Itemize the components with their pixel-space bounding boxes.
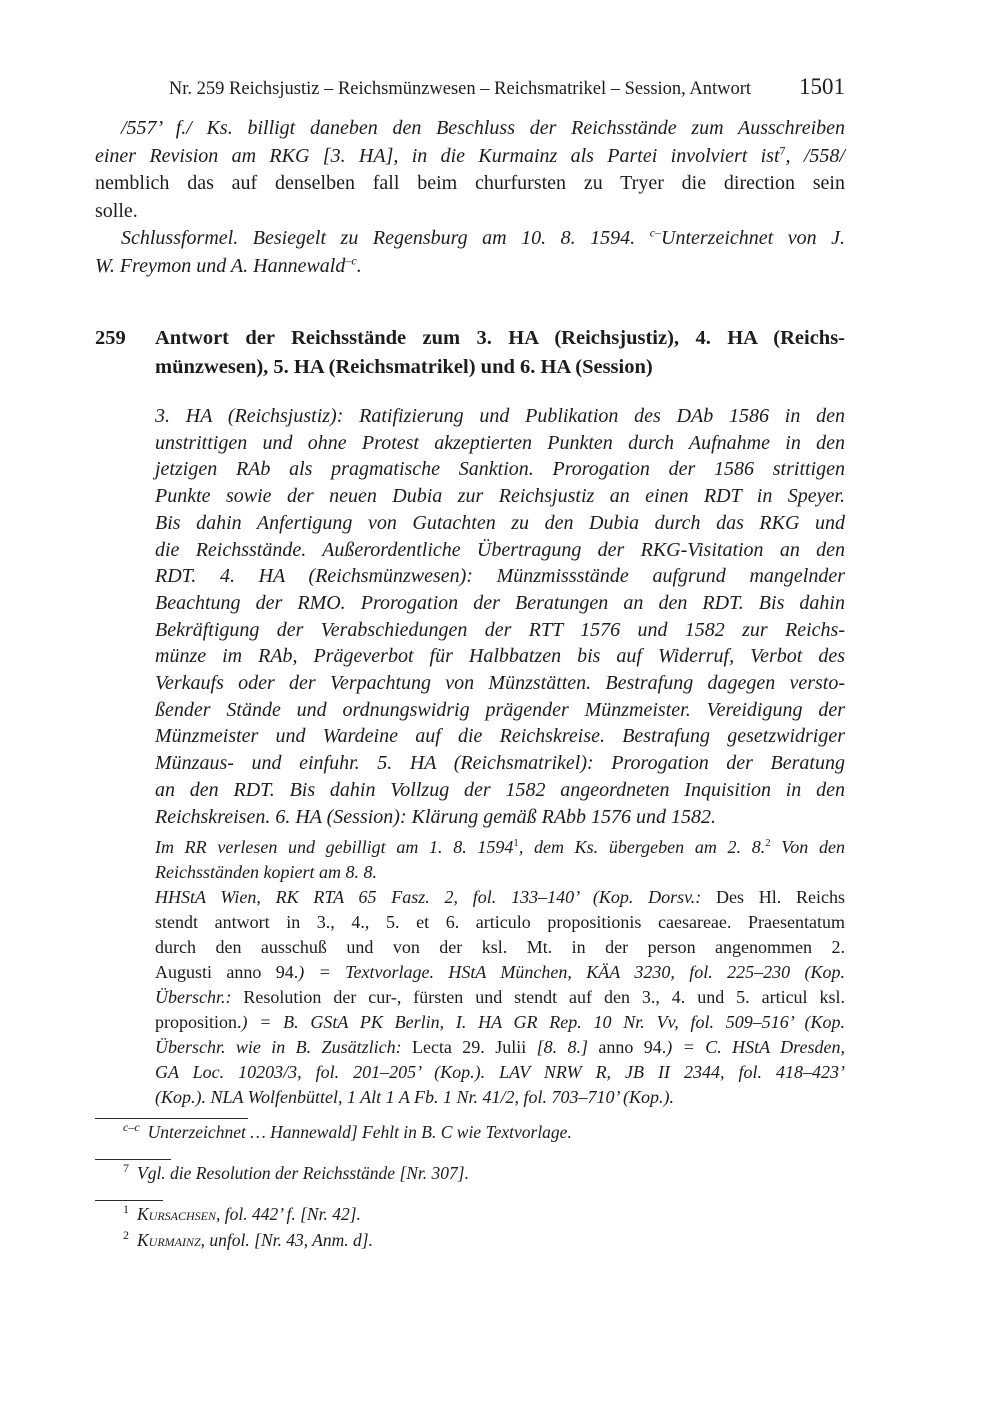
text-line <box>155 1060 845 1085</box>
text-segment: Verkaufs oder der Verpachtung von Münzstätten. Bestrafung dagegen versto- <box>155 672 845 695</box>
text-segment: c– <box>649 225 662 240</box>
text-segment: 3. HA (Reichsjustiz): Ratifizierung und Publikation des DAb 1586 in den <box>155 405 845 427</box>
text-line <box>155 590 845 617</box>
summary-block <box>155 403 845 830</box>
text-segment: Kursachsen <box>137 1204 217 1225</box>
text-segment: , /558/ <box>785 144 845 167</box>
text-line <box>95 253 845 281</box>
text-segment: , fol. 442’ f. [Nr. 42]. <box>216 1204 361 1225</box>
footnotes-area <box>95 1118 845 1253</box>
text-line <box>155 935 845 960</box>
text-line <box>155 985 845 1010</box>
text-segment: , unfol. [Nr. 43, Anm. d]. <box>200 1230 373 1251</box>
page-number: 1501 <box>799 74 845 99</box>
text-segment: Reichsständen kopiert am 8. 8. <box>155 862 377 883</box>
text-line <box>155 885 845 910</box>
text-segment: Des Hl. Reichs <box>716 887 845 908</box>
text-line <box>137 1204 361 1224</box>
paragraph-resolution <box>95 115 845 225</box>
footnote-marker: 7 <box>123 1161 129 1176</box>
footnote-text <box>137 1230 373 1250</box>
protocol-note <box>155 835 845 885</box>
text-segment: Im RR verlesen und gebilligt am 1. 8. 1594 <box>155 837 514 858</box>
text-segment: Bekräftigung der Verabschiedungen der RTT 1576 und 1582 zur Reichs- <box>155 618 845 641</box>
text-line <box>95 225 845 253</box>
text-segment: unstrittigen und ohne Protest akzeptierten Punkten durch Aufnahme in den <box>155 431 845 454</box>
text-segment: RDT. 4. HA (Reichsmünzwesen): Münzmissstände aufgrund mangelnder <box>155 565 845 588</box>
section-number: 259 <box>95 327 126 349</box>
text-line <box>155 697 845 724</box>
text-segment: Überschr.: <box>155 987 244 1008</box>
text-segment: die Reichsstände. Außerordentliche Übertragung der RKG-Visitation an den <box>155 538 845 561</box>
text-segment: einer Revision am RKG [3. HA], in die Kurmainz als Partei involviert ist <box>95 144 780 167</box>
running-title: Nr. 259 Reichsjustiz – Reichsmünzwesen – Reichsmatrikel – Session, Antwort <box>168 79 752 99</box>
text-segment: Punkte sowie der neuen Dubia zur Reichsjustiz an einen RDT in Speyer. <box>155 485 845 508</box>
text-line <box>95 170 845 198</box>
text-segment: münze im RAb, Prägeverbot für Halbbatzen bis auf Widerruf, Verbot des <box>155 645 845 668</box>
text-segment: Augusti anno 94. <box>155 962 299 983</box>
text-segment: GA Loc. 10203/3, fol. 201–205’ (Kop.). LAV NRW R, JB II 2344, fol. 418–423’ <box>155 1062 845 1083</box>
text-line <box>155 643 845 670</box>
text-line <box>155 835 845 860</box>
text-segment: nemblich das auf denselben fall beim churfursten zu Tryer die direction sein <box>95 172 845 194</box>
text-segment: Lecta 29. Julii <box>411 1037 537 1058</box>
footnote-text <box>137 1204 361 1224</box>
text-segment: anno 94. <box>588 1037 667 1058</box>
text-line <box>137 1163 469 1183</box>
text-segment: Von den <box>770 837 845 858</box>
text-line <box>155 670 845 697</box>
text-line <box>95 198 845 226</box>
text-line <box>155 1010 845 1035</box>
text-segment: –c <box>345 252 357 267</box>
text-segment: Überschr. wie in B. Zusätzlich: <box>155 1037 412 1058</box>
text-line <box>155 777 845 804</box>
text-segment: ) = B. GStA PK Berlin, I. HA GR Rep. 10 Nr. Vv, fol. 509–516’ (Kop. <box>241 1012 845 1033</box>
text-line <box>155 324 845 353</box>
text-line <box>155 860 845 885</box>
text-segment: Vgl. die Resolution der Reichsstände [Nr. 307]. <box>137 1163 469 1184</box>
text-line <box>155 456 845 483</box>
text-segment: Kurmainz <box>137 1230 201 1251</box>
text-segment: Antwort der Reichsstände zum 3. HA (Reichsjustiz), 4. HA (Reichs- <box>155 327 845 349</box>
text-line <box>95 143 845 171</box>
text-segment: Unterzeichnet von J. <box>661 227 845 249</box>
section-259 <box>95 324 845 382</box>
text-line <box>155 723 845 750</box>
text-segment: W. Freymon und A. Hannewald <box>95 254 346 277</box>
footnote-critical <box>95 1119 845 1145</box>
text-segment: 1 <box>513 837 519 850</box>
text-segment: ) = C. HStA Dresden, <box>666 1037 845 1058</box>
footnote-2 <box>95 1227 845 1253</box>
text-segment: Reichskreisen. 6. HA (Session): Klärung gemäß RAbb 1576 und 1582. <box>155 805 717 828</box>
text-segment: proposition. <box>155 1012 242 1033</box>
text-segment: jetzigen RAb als pragmatische Sanktion. Prorogation der 1586 strittigen <box>155 458 845 481</box>
text-segment: Beachtung der RMO. Prorogation der Beratungen an den RDT. Bis dahin <box>155 591 845 614</box>
section-heading <box>155 324 845 382</box>
text-segment: 7 <box>779 142 786 157</box>
text-line <box>155 510 845 537</box>
text-line <box>155 353 845 382</box>
archive-note <box>155 885 845 1110</box>
text-segment: durch den ausschuß und von der ksl. Mt. in der person angenommen 2. <box>155 937 845 958</box>
text-segment: stendt antwort in 3., 4., 5. et 6. articulo propositionis caesareae. Praesentatum <box>155 912 845 933</box>
text-line <box>155 430 845 457</box>
text-segment: Unterzeichnet … Hannewald] Fehlt in B. C wie Textvorlage. <box>147 1122 572 1143</box>
text-line <box>155 617 845 644</box>
footnote-text <box>148 1122 572 1142</box>
text-segment: Münzmeister und Wardeine auf die Reichskreise. Bestrafung gesetzwidriger <box>155 725 845 748</box>
footnote-1 <box>95 1201 845 1227</box>
page-header <box>95 74 845 102</box>
text-segment: Bis dahin Anfertigung von Gutachten zu den Dubia durch das RKG und <box>155 511 845 534</box>
text-line <box>155 1085 845 1110</box>
text-segment: Resolution der cur-, fürsten und stendt auf den 3., 4. und 5. articul ksl. <box>243 987 845 1008</box>
text-segment: /557’ f./ Ks. billigt daneben den Beschluss der Reichsstände zum Ausschreiben <box>121 117 845 139</box>
text-segment: [8. 8.] <box>536 1037 589 1058</box>
text-segment: ßender Stände und ordnungswidrig prägender Münzmeister. Vereidigung der <box>155 698 845 721</box>
text-line <box>155 960 845 985</box>
text-segment: münzwesen), 5. HA (Reichsmatrikel) und 6. HA (Session) <box>155 356 653 378</box>
text-segment: , dem Ks. übergeben am 2. 8. <box>518 837 766 858</box>
footnote-marker: 1 <box>123 1202 129 1217</box>
text-segment: solle. <box>95 199 138 222</box>
paragraph-schlussformel <box>95 225 845 280</box>
text-line <box>148 1122 572 1142</box>
text-line <box>155 537 845 564</box>
text-line <box>137 1230 373 1250</box>
text-line <box>155 483 845 510</box>
text-line <box>155 563 845 590</box>
text-segment: (Kop.). NLA Wolfenbüttel, 1 Alt 1 A Fb. 1 Nr. 41/2, fol. 703–710’ (Kop.). <box>155 1087 675 1108</box>
footnote-marker: c–c <box>123 1120 140 1135</box>
text-line <box>155 1035 845 1060</box>
text-segment: ) = Textvorlage. HStA München, KÄA 3230, fol. 225–230 (Kop. <box>298 962 845 983</box>
text-segment: HHStA Wien, RK RTA 65 Fasz. 2, fol. 133–140’ (Kop. Dorsv.: <box>155 887 716 908</box>
text-line <box>155 804 845 831</box>
footnote-commentary <box>95 1160 845 1186</box>
text-segment: Schlussformel. Besiegelt zu Regensburg am 10. 8. 1594. <box>121 227 650 249</box>
text-segment: Münzaus- und einfuhr. 5. HA (Reichsmatrikel): Prorogation der Beratung <box>155 752 845 775</box>
text-line <box>95 115 845 143</box>
text-segment: . <box>356 254 362 277</box>
footnote-marker: 2 <box>123 1228 129 1243</box>
text-segment: an den RDT. Bis dahin Vollzug der 1582 angeordneten Inquisition in den <box>155 778 845 801</box>
text-segment: 2 <box>765 837 771 850</box>
text-line <box>155 910 845 935</box>
text-line <box>155 750 845 777</box>
text-line <box>155 403 845 430</box>
footnote-text <box>137 1163 469 1183</box>
